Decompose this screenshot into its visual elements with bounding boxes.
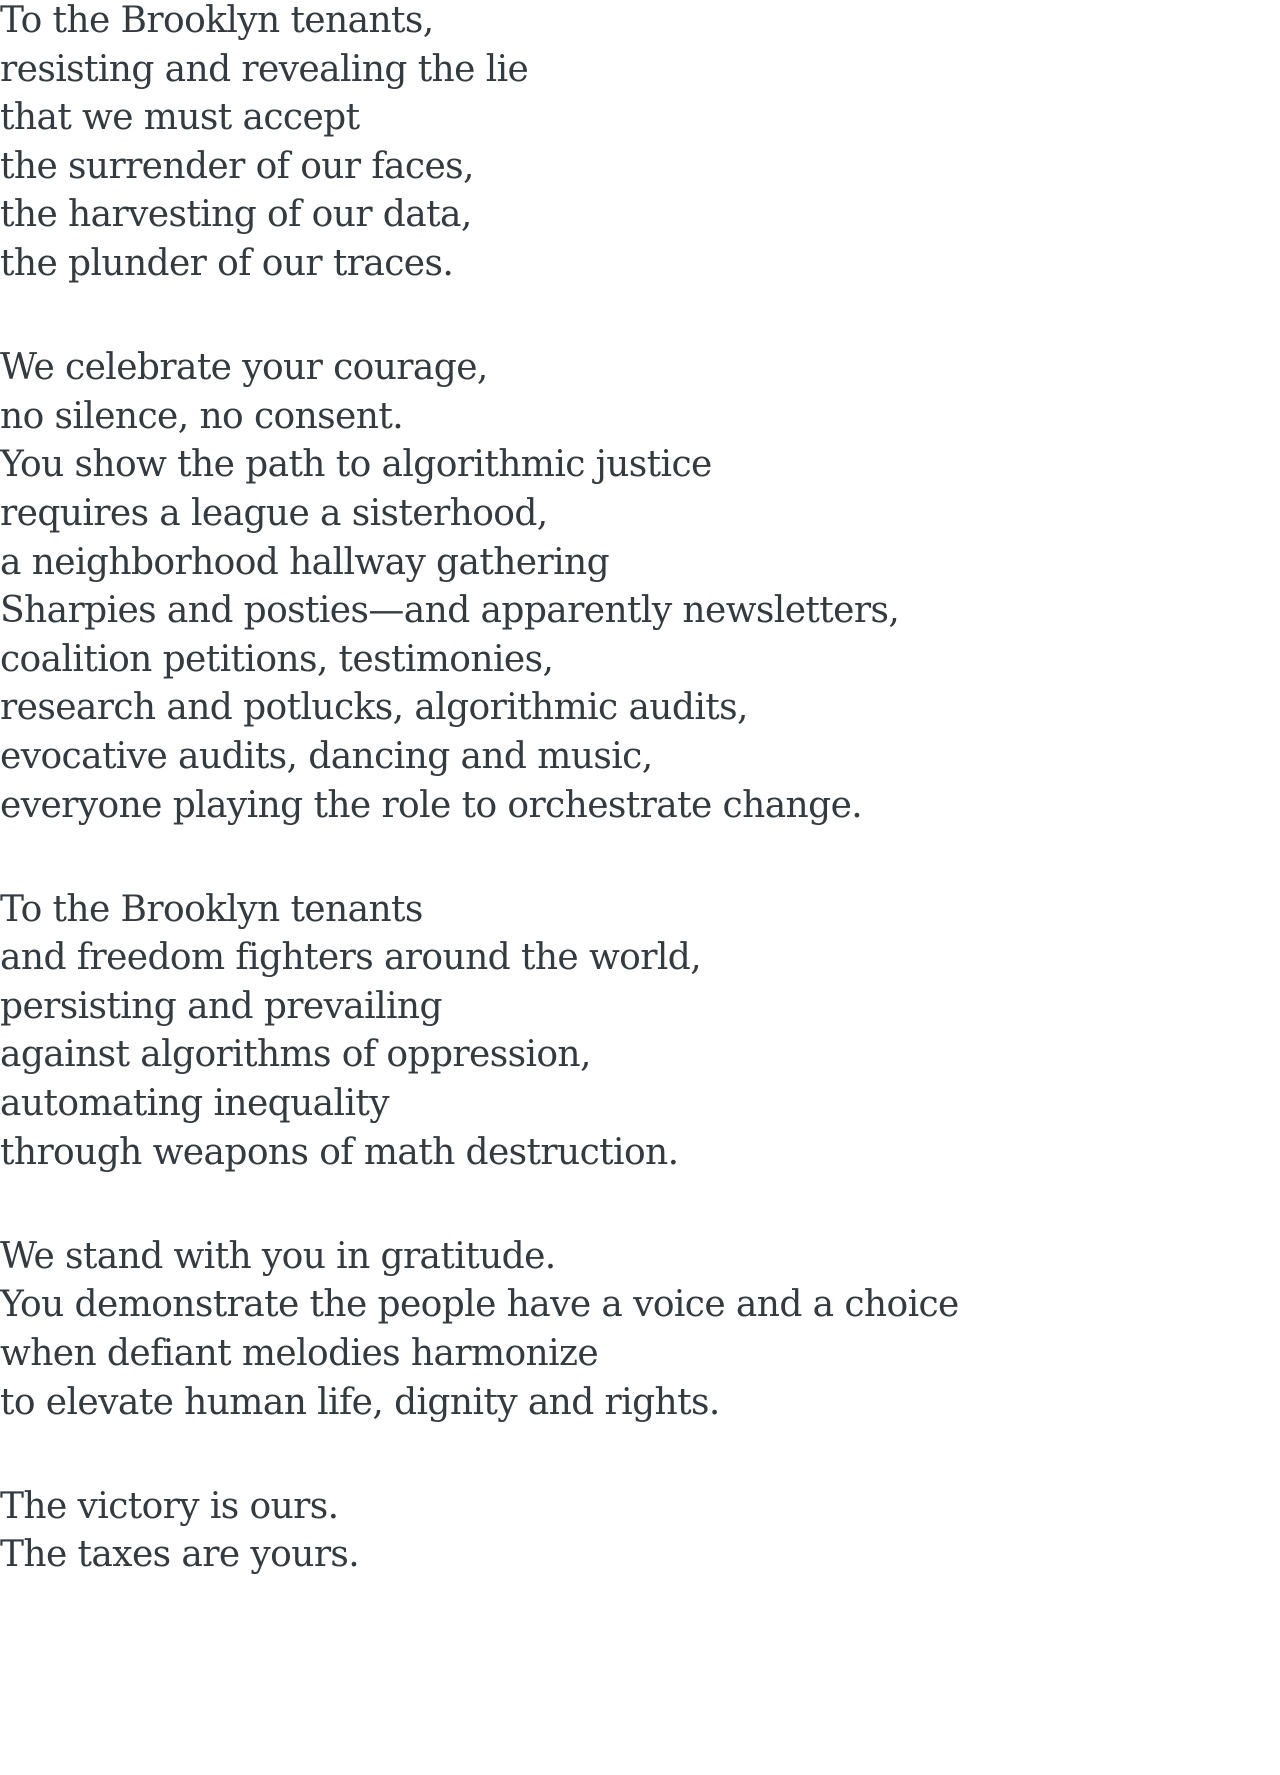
poem-line: to elevate human life, dignity and rights.	[0, 1381, 720, 1423]
poem-line: We celebrate your courage,	[0, 347, 488, 389]
poem-line: evocative audits, dancing and music,	[0, 735, 653, 777]
poem-line: no silence, no consent.	[0, 395, 404, 437]
poem-line: the surrender of our faces,	[0, 145, 474, 187]
poem-line: The victory is ours.	[0, 1485, 339, 1527]
poem-line: requires a league a sisterhood,	[0, 492, 548, 534]
poem-line: resisting and revealing the lie	[0, 48, 529, 90]
poem-line: when defiant melodies harmonize	[0, 1333, 599, 1375]
poem-line: Sharpies and posties—and apparently newsletters,	[0, 590, 900, 632]
stanza-4	[0, 1229, 959, 1430]
poem-line: You show the path to algorithmic justice	[0, 444, 712, 486]
poem-line: and freedom fighters around the world,	[0, 937, 702, 979]
stanza-1	[0, 0, 959, 292]
stanza-2	[0, 340, 959, 833]
poem-line: persisting and prevailing	[0, 985, 442, 1027]
poem-line: the harvesting of our data,	[0, 194, 472, 236]
poem-line: We stand with you in gratitude.	[0, 1235, 556, 1277]
stanza-5	[0, 1479, 959, 1583]
poem-line: through weapons of math destruction.	[0, 1131, 679, 1173]
poem-line: automating inequality	[0, 1083, 389, 1125]
poem-line: coalition petitions, testimonies,	[0, 638, 554, 680]
stanza-3	[0, 882, 959, 1181]
poem-line: To the Brooklyn tenants,	[0, 0, 434, 41]
poem-line: You demonstrate the people have a voice and a choice	[0, 1284, 959, 1326]
poem-line: a neighborhood hallway gathering	[0, 541, 610, 583]
poem-line: The taxes are yours.	[0, 1534, 360, 1576]
poem-line: that we must accept	[0, 97, 360, 139]
poem-line: the plunder of our traces.	[0, 242, 454, 284]
poem-line: against algorithms of oppression,	[0, 1034, 591, 1076]
poem-line: To the Brooklyn tenants	[0, 888, 423, 930]
poem-line: research and potlucks, algorithmic audits,	[0, 687, 748, 729]
poem-line: everyone playing the role to orchestrate change.	[0, 784, 863, 826]
